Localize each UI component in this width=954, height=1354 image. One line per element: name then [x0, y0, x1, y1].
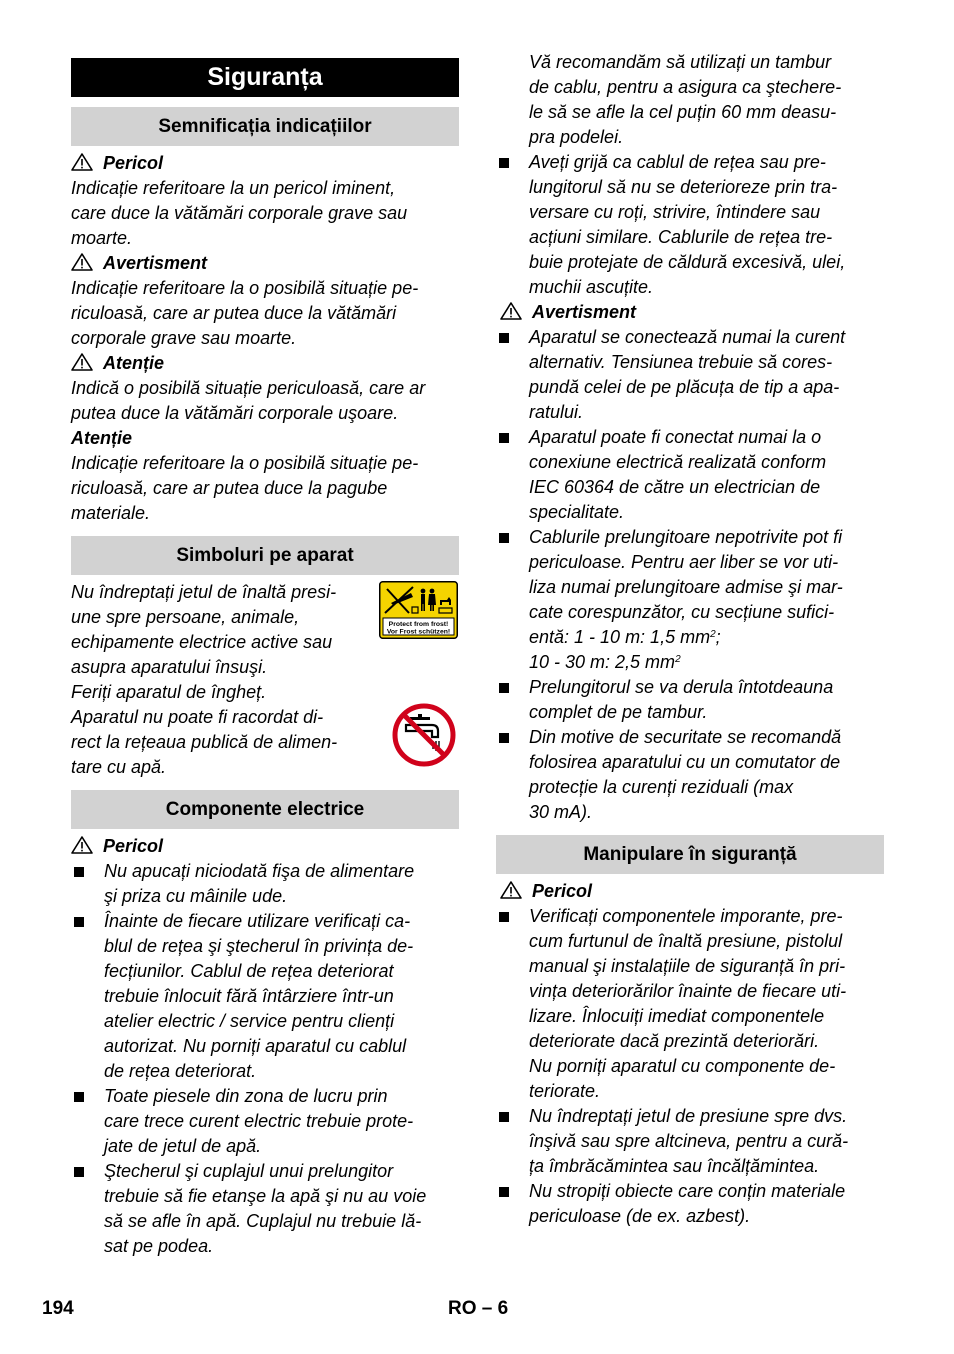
- bullet-square: [499, 1112, 509, 1122]
- warning-triangle-icon: [500, 302, 522, 320]
- symbol-water-block: [71, 705, 459, 780]
- bullet-square: [499, 733, 509, 743]
- pericol-text: Indicație referitoare la un pericol iminent, care duce la vătămări corporale grave sau moarte.: [71, 178, 408, 248]
- section-heading-indications: Semnificația indicațiilor: [71, 107, 459, 146]
- list-item: Cablurile prelungitoare nepotrivite pot fi periculoase. Pentru aer liber se vor uti- liza numai prelungitoare admise şi mar- cate corespunzător, cu secțiune sufici- entă: 1 - 10 m: 1,5 $mm^2$; 10 - 30 m: 2,5 $mm^2$: [496, 525, 884, 675]
- symbol-frost-text: Feriți aparatul de îngheț.: [71, 682, 267, 702]
- frost-warning-sign: [379, 581, 458, 639]
- bullet-square: [499, 1187, 509, 1197]
- list-item: Nu stropiți obiecte care conțin materiale periculoase (de ex. azbest).: [496, 1179, 884, 1229]
- atentie-text: Indică o posibilă situație periculoasă, care ar putea duce la vătămări corporale uşoare.: [71, 378, 426, 423]
- bullet-square: [499, 433, 509, 443]
- warning-triangle-icon: [71, 153, 93, 171]
- list-item: Nu îndreptați jetul de presiune spre dvs. înşivă sau spre altcineva, pentru a cură- ța îmbrăcămintea sau încălțămintea.: [496, 1104, 884, 1179]
- bullet-square: [74, 917, 84, 927]
- section-heading-electrical: Componente electrice: [71, 790, 459, 829]
- list-item: Aparatul se conectează numai la curent alternativ. Tensiunea trebuie să cores- pundă celei de pe plăcuța de tip a apa- ratului.: [496, 325, 884, 425]
- bullet-square: [499, 158, 509, 168]
- no-public-water-supply-sign: [392, 703, 456, 767]
- list-item: Aparatul poate fi conectat numai la o conexiune electrică realizată conform IEC 60364 de către un electrician de specialitate.: [496, 425, 884, 525]
- symbol-water-text: Aparatul nu poate fi racordat di- rect la rețeaua publică de alimen- tare cu apă.: [71, 707, 338, 777]
- atentie-material-header: Atenție: [71, 428, 133, 448]
- continued-text: Vă recomandăm să utilizați un tambur de cablu, pentru a asigura ca ştechere- le să se afle la cel puțin 60 mm deasu- pra podelei.: [529, 52, 842, 147]
- left-column: [71, 50, 459, 1259]
- section-heading-safe-handling: Manipulare în siguranță: [496, 835, 884, 874]
- warning-triangle-icon: [71, 353, 93, 371]
- warning-triangle-icon: [71, 836, 93, 854]
- list-item: Prelungitorul se va derula întotdeauna complet de pe tambur.: [496, 675, 884, 725]
- atentie-header: Atenție: [71, 351, 459, 376]
- bullet-square: [74, 1092, 84, 1102]
- list-item: Aveți grijă ca cablul de rețea sau pre- lungitorul să nu se deterioreze prin tra- versare cu roți, strivire, întindere sau acțiuni similare. Cablurile de rețea tre- buie protejate de căldură excesivă, ulei, muchii ascuțite.: [496, 150, 884, 300]
- bullet-square: [499, 333, 509, 343]
- frost-sign-label-de: Vor Frost schützen!: [386, 628, 451, 636]
- list-item: Înainte de fiecare utilizare verificați ca- blul de rețea şi ştecherul în privința de- fecțiunilor. Cablul de rețea deteriorat trebuie înlocuit fără întârziere într-un atelier electric / service pentru clienți autorizat. Nu porniți aparatul cu cablul de rețea deteriorat.: [71, 909, 459, 1084]
- frost-sign-label-en: Protect from frost!: [388, 621, 449, 628]
- bullet-square: [499, 683, 509, 693]
- page-code: RO – 6: [448, 1298, 509, 1319]
- symbols-block: [71, 580, 459, 780]
- avertisment-text: Indicație referitoare la o posibilă situație pe- riculoasă, care ar putea duce la vătămări corporale grave sau moarte.: [71, 278, 419, 348]
- list-item: Verificați componentele imporante, pre- cum furtunul de înaltă presiune, pistolul manual şi instalațiile de siguranță în pri- vința deteriorărilor înainte de fiecare uti- lizare. Înlocuiți imediat componentele deteriorate dacă prezintă deteriorări. Nu porniți aparatul cu componente de- teriorate.: [496, 904, 884, 1104]
- list-item: Nu apucați niciodată fişa de alimentare şi priza cu mâinile ude.: [71, 859, 459, 909]
- avertisment-header: Avertisment: [71, 251, 459, 276]
- bullet-square: [499, 533, 509, 543]
- atentie-material-text: Indicație referitoare la o posibilă situație pe- riculoasă, care ar putea duce la pagube materiale.: [71, 453, 419, 523]
- list-item: Toate piesele din zona de lucru prin care trece curent electric trebuie prote- jate de jetul de apă.: [71, 1084, 459, 1159]
- symbol-jet-text: Nu îndreptați jetul de înaltă presi- une spre persoane, animale, echipamente electrice active sau asupra aparatului însuşi.: [71, 582, 337, 677]
- bullet-square: [74, 1167, 84, 1177]
- bullet-square: [499, 912, 509, 922]
- right-column: [496, 50, 884, 1229]
- pericol-header-electrical: Pericol: [71, 834, 459, 859]
- avertisment-header-electrical: Avertisment: [496, 300, 884, 325]
- list-item: Din motive de securitate se recomandă folosirea aparatului cu un comutator de protecție la curenți reziduali (max 30 mA).: [496, 725, 884, 825]
- pericol-header: Pericol: [71, 151, 459, 176]
- warning-triangle-icon: [71, 253, 93, 271]
- page-number: 194: [42, 1298, 74, 1319]
- section-heading-symbols: Simboluri pe aparat: [71, 536, 459, 575]
- warning-triangle-icon: [500, 881, 522, 899]
- page-title: Siguranța: [71, 58, 459, 97]
- bullet-square: [74, 867, 84, 877]
- list-item: Ştecherul şi cuplajul unui prelungitor trebuie să fie etanşe la apă şi nu au voie să se afle în apă. Cuplajul nu trebuie lă- sat pe podea.: [71, 1159, 459, 1259]
- pericol-header-handling: Pericol: [496, 879, 884, 904]
